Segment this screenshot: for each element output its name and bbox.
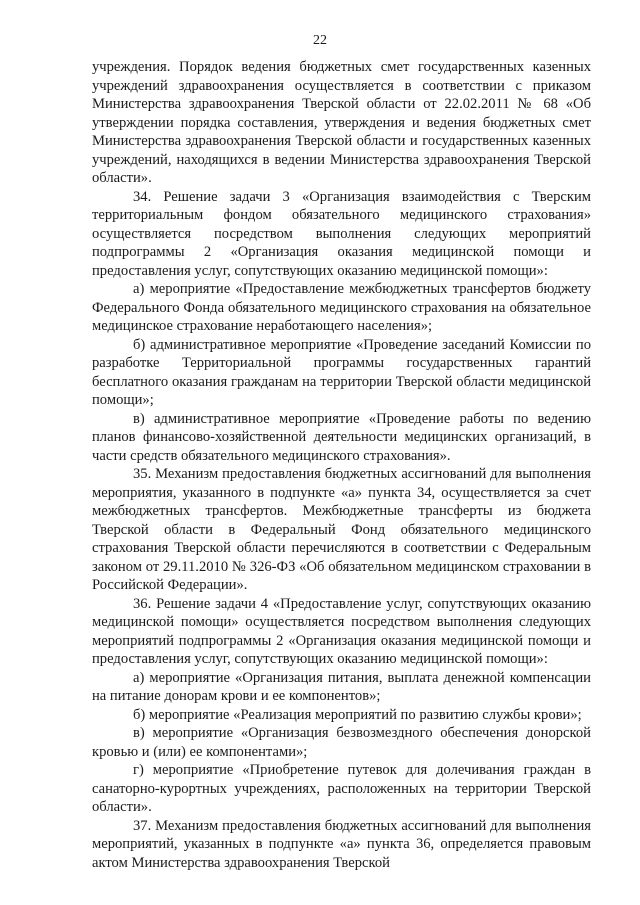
paragraph-34: 34. Решение задачи 3 «Организация взаимодействия с Тверским территориальным фондом обязательного медицинского страхования» осуществляется посредством выполнения следующих мероприятий подпрограммы 2 «Организация оказания медицинской помощи и предоставления услуг, сопутствующих оказанию медицинской помощи»: [92,188,591,279]
body-text [92,58,591,872]
paragraph-34-item-v: в) административное мероприятие «Проведение работы по ведению планов финансово-хозяйственной деятельности медицинских организаций, в части средств обязательного медицинского страхования». [92,410,591,464]
paragraph-34-item-b: б) административное мероприятие «Проведение заседаний Комиссии по разработке Территориальной программы государственных гарантий бесплатного оказания гражданам на территории Тверской области медицинской помощи»; [92,336,591,408]
paragraph-36-item-b: б) мероприятие «Реализация мероприятий по развитию службы крови»; [133,706,582,723]
paragraph-34-item-a: а) мероприятие «Предоставление межбюджетных трансфертов бюджету Федерального Фонда обязательного медицинского страхования на обязательное медицинское страхование неработающего населения»; [92,281,591,334]
paragraph-36-item-v: в) мероприятие «Организация безвозмездного обеспечения донорской кровью и (или) ее компонентами»; [92,725,591,760]
page-number: 22 [313,33,327,48]
paragraph-37: 37. Механизм предоставления бюджетных ассигнований для выполнения мероприятий, указанных в подпункте «а» пункта 36, определяется правовым актом Министерства здравоохранения Тверской [92,817,591,871]
paragraph-35: 35. Механизм предоставления бюджетных ассигнований для выполнения мероприятия, указанного в подпункте «а» пункта 34, осуществляется за счет межбюджетных трансфертов. Межбюджетные трансферты из бюджета Тверской области в Федеральный Фонд обязательного медицинского страхования Тверской области перечисляются в соответствии с Федеральным законом от 29.11.2010 № 326-ФЗ «Об обязательном медицинском страховании в Российской Федерации». [92,466,591,593]
paragraph-36-item-a: а) мероприятие «Организация питания, выплата денежной компенсации на питание донорам крови и ее компонентов»; [92,669,591,704]
paragraph-36: 36. Решение задачи 4 «Предоставление услуг, сопутствующих оказанию медицинской помощи» осуществляется посредством выполнения следующих мероприятий подпрограммы 2 «Организация оказания медицинской помощи и предоставления услуг, сопутствующих оказанию медицинской помощи»: [92,595,591,667]
paragraph-continuation: учреждения. Порядок ведения бюджетных смет государственных казенных учреждений здравоохранения осуществляется в соответствии с приказом Министерства здравоохранения Тверской области от 22.02.2011 № 68 «Об утверждении порядка составления, утверждения и ведения бюджетных смет Министерства здравоохранения Тверской области и государственных казенных учреждений, находящихся в ведении Министерства здравоохранения Тверской области». [92,59,591,186]
paragraph-36-item-g: г) мероприятие «Приобретение путевок для долечивания граждан в санаторно-курортных учреждениях, расположенных на территории Тверской области». [92,762,591,815]
